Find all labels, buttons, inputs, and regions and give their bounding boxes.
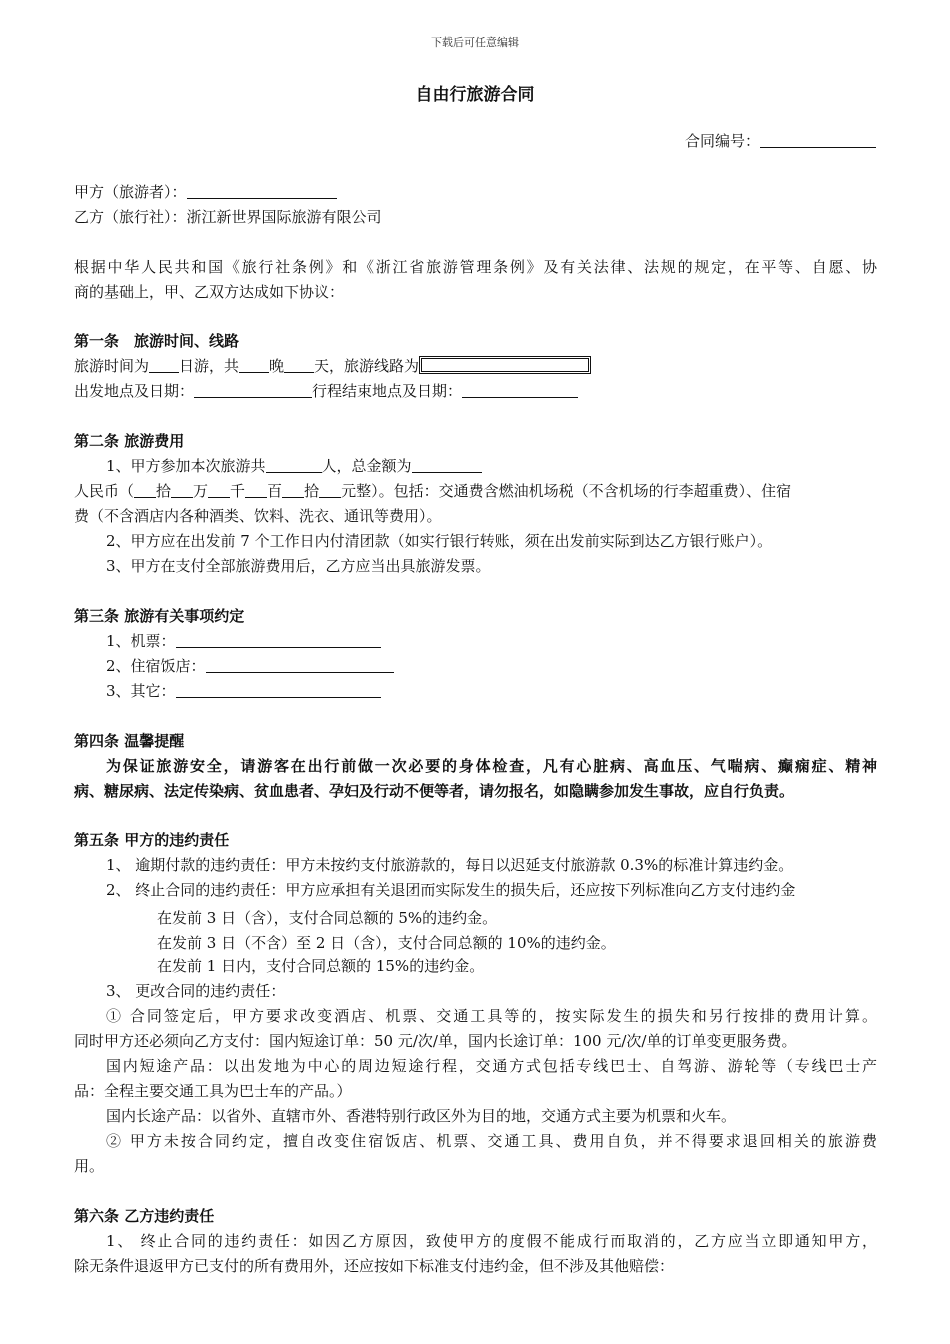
contract-number-label: 合同编号： — [684, 132, 760, 150]
article-4-heading: 第四条 温馨提醒 — [74, 732, 185, 750]
article-5-item-3: 3、 更改合同的违约责任： — [106, 982, 286, 1000]
nights-blank[interactable] — [239, 357, 269, 373]
article-5-item-1: 1、 逾期付款的违约责任：甲方未按约支付旅游款的，每日以迟延支付旅游款 0.3%的标准计算违约金。 — [106, 856, 794, 874]
article-3-heading: 第三条 旅游有关事项约定 — [74, 607, 245, 625]
total-amount-blank[interactable] — [412, 457, 482, 473]
article-3-item-3 — [106, 681, 381, 701]
article-2-item-1 — [106, 456, 482, 476]
text-segment: 旅游时间为 — [74, 357, 150, 375]
intro-line-1: 根据中华人民共和国《旅行社条例》和《浙江省旅游管理条例》及有关法律、法规的规定，在平等、自愿、协 — [74, 258, 877, 276]
article-6-item-1b: 除无条件退返甲方已支付的所有费用外，还应按如下标准支付违约金，但不涉及其他赔偿： — [74, 1257, 675, 1275]
party-a-blank[interactable] — [187, 183, 337, 199]
text-segment: 人，总金额为 — [321, 457, 412, 475]
short-trip-def-b: 品：全程主要交通工具为巴士车的产品。） — [74, 1082, 352, 1100]
amount-digit-blank[interactable] — [134, 482, 156, 498]
other-blank[interactable] — [176, 682, 381, 698]
party-a-line — [74, 182, 337, 202]
article-2-rmb-line — [74, 481, 791, 501]
text-segment: 元整）。包括：交通费含燃油机场税（不含机场的行李超重费）、住宿 — [341, 482, 792, 500]
change-rule-2b: 用。 — [74, 1157, 105, 1175]
article-2-heading: 第二条 旅游费用 — [74, 432, 185, 450]
days-blank[interactable] — [149, 357, 179, 373]
text-segment: 千 — [230, 482, 246, 500]
route-input-box[interactable] — [419, 356, 591, 374]
short-trip-def-a: 国内短途产品：以出发地为中心的周边短途行程，交通方式包括专线巴士、自驾游、游轮等（专线巴士产 — [106, 1057, 877, 1075]
penalty-rule-2: 在发前 3 日（不含）至 2 日（含），支付合同总额的 10%的违约金。 — [157, 934, 616, 952]
contract-number-line — [685, 131, 876, 151]
reminder-line-2: 病、糖尿病、法定传染病、贫血患者、孕妇及行动不便等者，请勿报名，如隐瞒参加发生事故，应自行负责。 — [74, 782, 795, 800]
header-note: 下载后可任意编辑 — [431, 36, 519, 49]
intro-line-2: 商的基础上，甲、乙双方达成如下协议： — [74, 283, 345, 301]
change-rule-1a: ① 合同签定后，甲方要求改变酒店、机票、交通工具等的，按实际发生的损失和另行按排的费用计算。 — [106, 1007, 877, 1025]
text-segment: 2、住宿饭店： — [106, 657, 206, 675]
reminder-line-1: 为保证旅游安全，请游客在出行前做一次必要的身体检查，凡有心脏病、高血压、气喘病、癫痫症、精神 — [106, 757, 877, 775]
article-2-item-3: 3、甲方在支付全部旅游费用后，乙方应当出具旅游发票。 — [106, 557, 491, 575]
amount-digit-blank[interactable] — [282, 482, 304, 498]
penalty-rule-3: 在发前 1 日内，支付合同总额的 15%的违约金。 — [157, 957, 485, 975]
text-segment: 天，旅游线路为 — [314, 357, 420, 375]
text-segment: 百 — [267, 482, 283, 500]
article-5-heading: 第五条 甲方的违约责任 — [74, 831, 230, 849]
text-segment: 万 — [193, 482, 209, 500]
people-count-blank[interactable] — [266, 457, 322, 473]
party-a-label: 甲方（旅游者）： — [74, 183, 187, 201]
contract-title: 自由行旅游合同 — [415, 85, 535, 105]
end-place-blank[interactable] — [462, 382, 578, 398]
article-1-line-2 — [74, 381, 578, 401]
change-rule-2a: ② 甲方未按合同约定，擅自改变住宿饭店、机票、交通工具、费用自负，并不得要求退回相关的旅游费 — [106, 1132, 877, 1150]
contract-number-blank[interactable] — [760, 132, 876, 148]
article-1-line-1 — [74, 356, 591, 376]
amount-digit-blank[interactable] — [208, 482, 230, 498]
article-6-heading: 第六条 乙方违约责任 — [74, 1207, 215, 1225]
party-b-line: 乙方（旅行社）：浙江新世界国际旅游有限公司 — [74, 208, 382, 226]
text-segment: 行程结束地点及日期： — [312, 382, 463, 400]
text-segment: 1、甲方参加本次旅游共 — [106, 457, 266, 475]
ticket-blank[interactable] — [176, 632, 381, 648]
text-segment: 3、其它： — [106, 682, 176, 700]
departure-blank[interactable] — [194, 382, 312, 398]
text-segment: 拾 — [156, 482, 172, 500]
long-trip-def: 国内长途产品：以省外、直辖市外、香港特别行政区外为目的地，交通方式主要为机票和火车。 — [106, 1107, 737, 1125]
article-2-item-2: 2、甲方应在出发前 7 个工作日内付清团款（如实行银行转账，须在出发前实际到达乙方银行账户）。 — [106, 532, 773, 550]
text-segment: 日游，共 — [179, 357, 240, 375]
article-5-item-2: 2、 终止合同的违约责任：甲方应承担有关退团而实际发生的损失后，还应按下列标准向乙方支付违约金 — [106, 881, 796, 899]
change-rule-1b: 同时甲方还必须向乙方支付：国内短途订单：50 元/次/单，国内长途订单：100 元/次/单的订单变更服务费。 — [74, 1032, 797, 1050]
total-days-blank[interactable] — [284, 357, 314, 373]
text-segment: 拾 — [304, 482, 320, 500]
article-6-item-1a: 1、 终止合同的违约责任：如因乙方原因，致使甲方的度假不能成行而取消的，乙方应当立即通知甲方， — [106, 1232, 877, 1250]
text-segment: 出发地点及日期： — [74, 382, 195, 400]
text-segment: 1、机票： — [106, 632, 176, 650]
hotel-blank[interactable] — [206, 657, 394, 673]
penalty-rule-1: 在发前 3 日（含），支付合同总额的 5%的违约金。 — [157, 909, 498, 927]
amount-digit-blank[interactable] — [245, 482, 267, 498]
article-3-item-2 — [106, 656, 394, 676]
article-2-item-1-cont: 费（不含酒店内各种酒类、饮料、洗衣、通讯等费用）。 — [74, 507, 442, 525]
amount-digit-blank[interactable] — [319, 482, 341, 498]
article-3-item-1 — [106, 631, 381, 651]
article-1-heading: 第一条 旅游时间、线路 — [74, 332, 240, 350]
text-segment: 晚 — [269, 357, 285, 375]
text-segment: 人民币（ — [74, 482, 135, 500]
amount-digit-blank[interactable] — [171, 482, 193, 498]
